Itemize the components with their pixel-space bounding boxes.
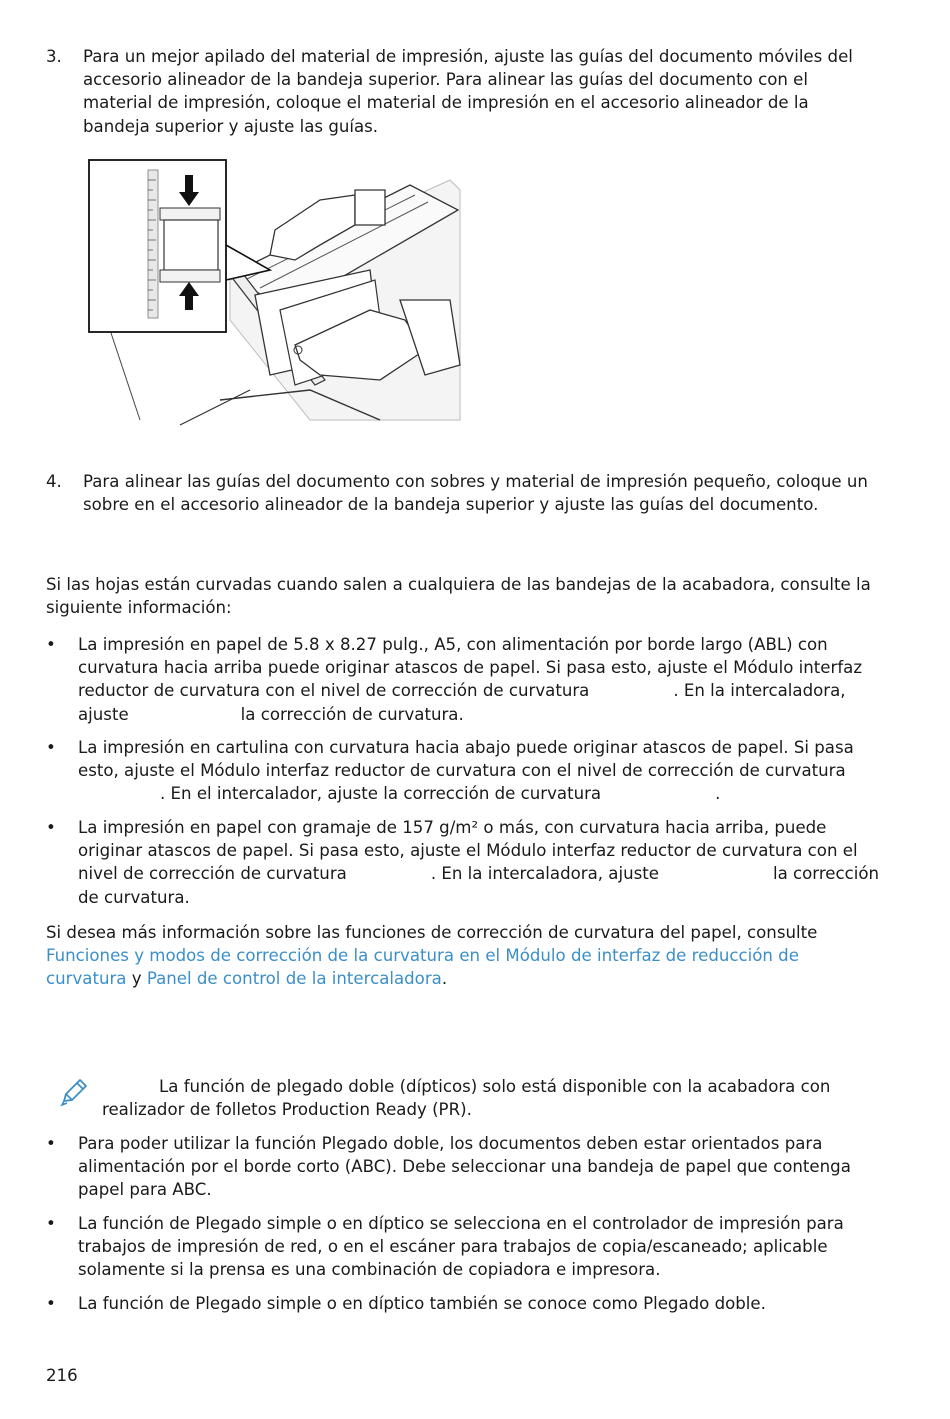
text-line: Para un mejor apilado del material de impresión, ajuste las guías del documento móviles del	[83, 47, 853, 66]
text-run: reductor de curvatura con el nivel de corrección de curvatura	[78, 681, 590, 701]
text-run: la corrección de curvatura.	[240, 704, 464, 724]
text-run: . En la intercaladora, ajuste	[430, 864, 659, 884]
text-run: .	[715, 784, 721, 804]
text-line	[46, 967, 916, 990]
text-line: realizador de folletos Production Ready (PR).	[102, 1100, 472, 1120]
step-4-text	[83, 470, 913, 516]
bullet-marker: •	[46, 738, 56, 757]
curl-intro	[46, 573, 916, 619]
tray-guide-illustration	[80, 150, 465, 440]
text-line: trabajos de impresión de red, o en el escáner para trabajos de copia/escaneado; aplicable	[78, 1237, 828, 1257]
text-line: originar atascos de papel. Si pasa esto, ajuste el Módulo interfaz reductor de curvatura con el	[78, 841, 858, 861]
interposer-panel-link[interactable]: Panel de control de la intercaladora	[146, 969, 442, 989]
bullet-marker: •	[46, 1134, 56, 1153]
curl-bullet-3	[78, 816, 908, 909]
text-run: ajuste	[78, 704, 129, 724]
text-line	[78, 782, 908, 805]
text-line: La impresión en papel de 5.8 x 8.27 pulg., A5, con alimentación por borde largo (ABL) con	[78, 635, 828, 654]
curl-functions-link[interactable]: Funciones y modos de corrección de la curvatura en el Módulo de interfaz de reducción de	[46, 946, 799, 966]
text-run: .	[441, 969, 448, 989]
text-line: La impresión en papel con gramaje de 157 g/m² o más, con curvatura hacia arriba, puede	[78, 818, 827, 837]
text-line: La impresión en cartulina con curvatura hacia abajo puede originar atascos de papel. Si pasa	[78, 738, 854, 757]
bullet-marker: •	[46, 635, 56, 654]
text-line: Si desea más información sobre las funciones de corrección de curvatura del papel, consulte	[46, 923, 818, 942]
pencil-icon	[58, 1076, 90, 1108]
text-run: . En el intercalador, ajuste la corrección de curvatura	[160, 784, 602, 804]
curl-bullet-1	[78, 633, 908, 726]
fold-bullet-2	[78, 1212, 908, 1282]
text-line: La función de Plegado simple o en díptico se selecciona en el controlador de impresión para	[78, 1214, 844, 1233]
text-line: bandeja superior y ajuste las guías.	[83, 116, 379, 136]
step-number: 3.	[46, 47, 62, 66]
text-line: La función de Plegado simple o en díptico también se conoce como Plegado doble.	[78, 1294, 766, 1313]
note-text	[102, 1075, 912, 1121]
text-line: de curvatura.	[78, 887, 190, 907]
text-line	[102, 1075, 912, 1098]
text-line: alimentación por el borde corto (ABC). Debe seleccionar una bandeja de papel que contenga	[78, 1157, 851, 1177]
text-run: y	[126, 969, 147, 989]
text-line	[78, 862, 908, 885]
fold-bullet-3	[78, 1292, 908, 1315]
step-3-text	[83, 45, 913, 138]
text-line: esto, ajuste el Módulo interfaz reductor de curvatura con el nivel de corrección de curvatura	[78, 761, 846, 781]
curl-bullet-2	[78, 736, 908, 806]
text-line: papel para ABC.	[78, 1180, 212, 1200]
text-run: nivel de corrección de curvatura	[78, 864, 347, 884]
more-info	[46, 921, 916, 991]
bullet-marker: •	[46, 1294, 56, 1313]
text-line: accesorio alineador de la bandeja superior. Para alinear las guías del documento con el	[83, 70, 808, 90]
text-run: la corrección	[772, 864, 880, 884]
text-line: Si las hojas están curvadas cuando salen a cualquiera de las bandejas de la acabadora, consulte la	[46, 575, 871, 594]
curl-functions-link-end[interactable]: curvatura	[46, 969, 127, 989]
text-line	[78, 703, 908, 726]
text-line: material de impresión, coloque el material de impresión en el accesorio alineador de la	[83, 93, 809, 113]
text-line: Para alinear las guías del documento con sobres y material de impresión pequeño, coloque un	[83, 472, 868, 491]
page-number: 216	[46, 1366, 78, 1385]
bullet-marker: •	[46, 1214, 56, 1233]
text-line: siguiente información:	[46, 598, 232, 618]
text-line: sobre en el accesorio alineador de la bandeja superior y ajuste las guías del documento.	[83, 495, 819, 515]
text-run: . En la intercaladora,	[673, 681, 846, 701]
text-line: curvatura hacia arriba puede originar atascos de papel. Si pasa esto, ajuste el Módulo interfaz	[78, 658, 863, 678]
bullet-marker: •	[46, 818, 56, 837]
text-line: Para poder utilizar la función Plegado doble, los documentos deben estar orientados para	[78, 1134, 823, 1153]
text-line: solamente si la prensa es una combinación de copiadora e impresora.	[78, 1260, 661, 1280]
text-line	[78, 679, 908, 702]
text-run: La función de plegado doble (dípticos) solo está disponible con la acabadora con	[159, 1077, 831, 1096]
fold-bullet-1	[78, 1132, 908, 1202]
step-number: 4.	[46, 472, 62, 491]
